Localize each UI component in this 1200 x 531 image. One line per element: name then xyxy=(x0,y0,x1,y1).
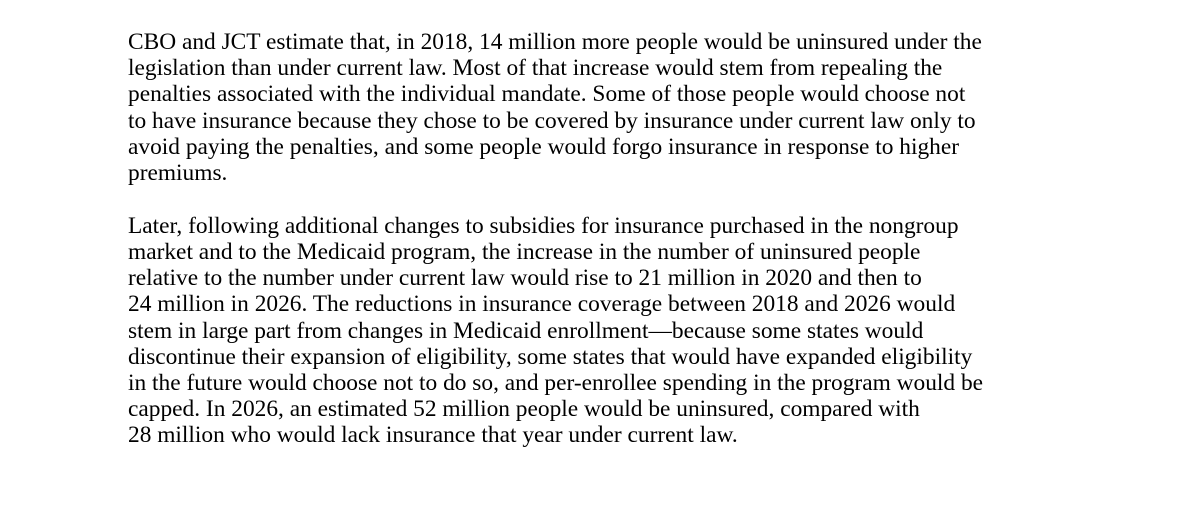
text-line: capped. In 2026, an estimated 52 million people would be uninsured, compared with xyxy=(128,396,920,423)
text-line: 24 million in 2026. The reductions in insurance coverage between 2018 and 2026 would xyxy=(128,291,956,318)
paragraph-uninsured-later-years xyxy=(128,213,1188,449)
text-line: 28 million who would lack insurance that year under current law. xyxy=(128,422,738,449)
text-line: legislation than under current law. Most of that increase would stem from repealing the xyxy=(128,55,943,82)
text-line: in the future would choose not to do so, and per-enrollee spending in the program would be xyxy=(128,369,984,396)
text-line: discontinue their expansion of eligibility, some states that would have expanded eligibility xyxy=(128,343,973,370)
text-line: market and to the Medicaid program, the increase in the number of uninsured people xyxy=(128,238,921,265)
text-line: relative to the number under current law would rise to 21 million in 2020 and then to xyxy=(128,265,922,292)
text-line: premiums. xyxy=(128,160,228,187)
text-line: CBO and JCT estimate that, in 2018, 14 million more people would be uninsured under the xyxy=(128,29,982,55)
text-line: to have insurance because they chose to be covered by insurance under current law only to xyxy=(128,107,976,134)
text-line: Later, following additional changes to subsidies for insurance purchased in the nongroup xyxy=(128,212,959,239)
text-line: stem in large part from changes in Medicaid enrollment—because some states would xyxy=(128,317,924,344)
paragraph-uninsured-2018 xyxy=(128,29,1188,186)
text-line: penalties associated with the individual mandate. Some of those people would choose not xyxy=(128,81,966,108)
text-line: avoid paying the penalties, and some people would forgo insurance in response to higher xyxy=(128,133,960,160)
document-body xyxy=(128,29,1188,449)
